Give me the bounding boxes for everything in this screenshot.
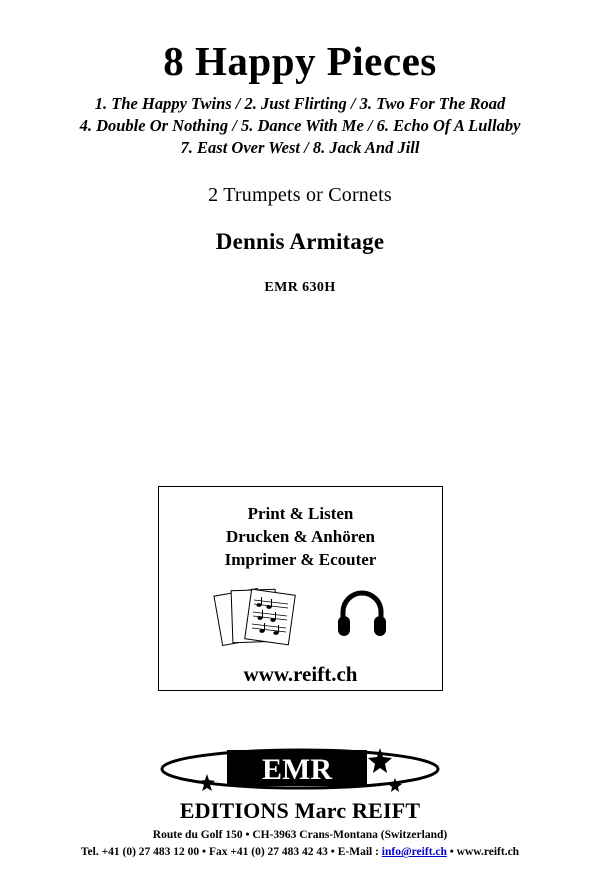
promo-line-french: Imprimer & Ecouter: [224, 549, 377, 569]
sheet-music-icon: [212, 580, 308, 653]
page-title: 8 Happy Pieces: [163, 38, 437, 84]
footer-email-link[interactable]: info@reift.ch: [381, 846, 447, 859]
movement-list: [0, 93, 600, 158]
score-cover-page: [0, 40, 600, 889]
footer-address-line: Route du Golf 150 • CH-3963 Crans-Montana (Switzerland): [152, 829, 448, 841]
headphones-icon: [334, 586, 390, 647]
movement-line-3: 7. East Over West / 8. Jack And Jill: [180, 137, 420, 157]
publisher-name: EDITIONS Marc REIFT: [179, 798, 421, 823]
promo-line-english: Print & Listen: [247, 504, 354, 523]
movement-line-1: 1. The Happy Twins / 2. Just Flirting / 3. Two For The Road: [94, 94, 506, 114]
footer-contact: [0, 827, 600, 862]
footer-phone-fax: Tel. +41 (0) 27 483 12 00 • Fax +41 (0) 27 483 42 43 • E-Mail :: [80, 846, 382, 859]
emr-logo: [0, 740, 600, 801]
promo-line-german: Drucken & Anhören: [226, 526, 375, 546]
footer-website[interactable]: • www.reift.ch: [446, 846, 520, 859]
svg-text:EMR: EMR: [262, 753, 332, 786]
print-and-listen-box: [158, 486, 443, 691]
catalogue-number: EMR 630H: [264, 280, 336, 296]
promo-url[interactable]: www.reift.ch: [243, 661, 358, 686]
footer-contact-line: [0, 844, 600, 861]
composer-name: Dennis Armitage: [215, 229, 385, 255]
instrumentation-label: 2 Trumpets or Cornets: [208, 184, 392, 207]
movement-line-2: 4. Double Or Nothing / 5. Dance With Me / 6. Echo Of A Lullaby: [79, 115, 521, 135]
promo-artwork: [159, 582, 442, 652]
